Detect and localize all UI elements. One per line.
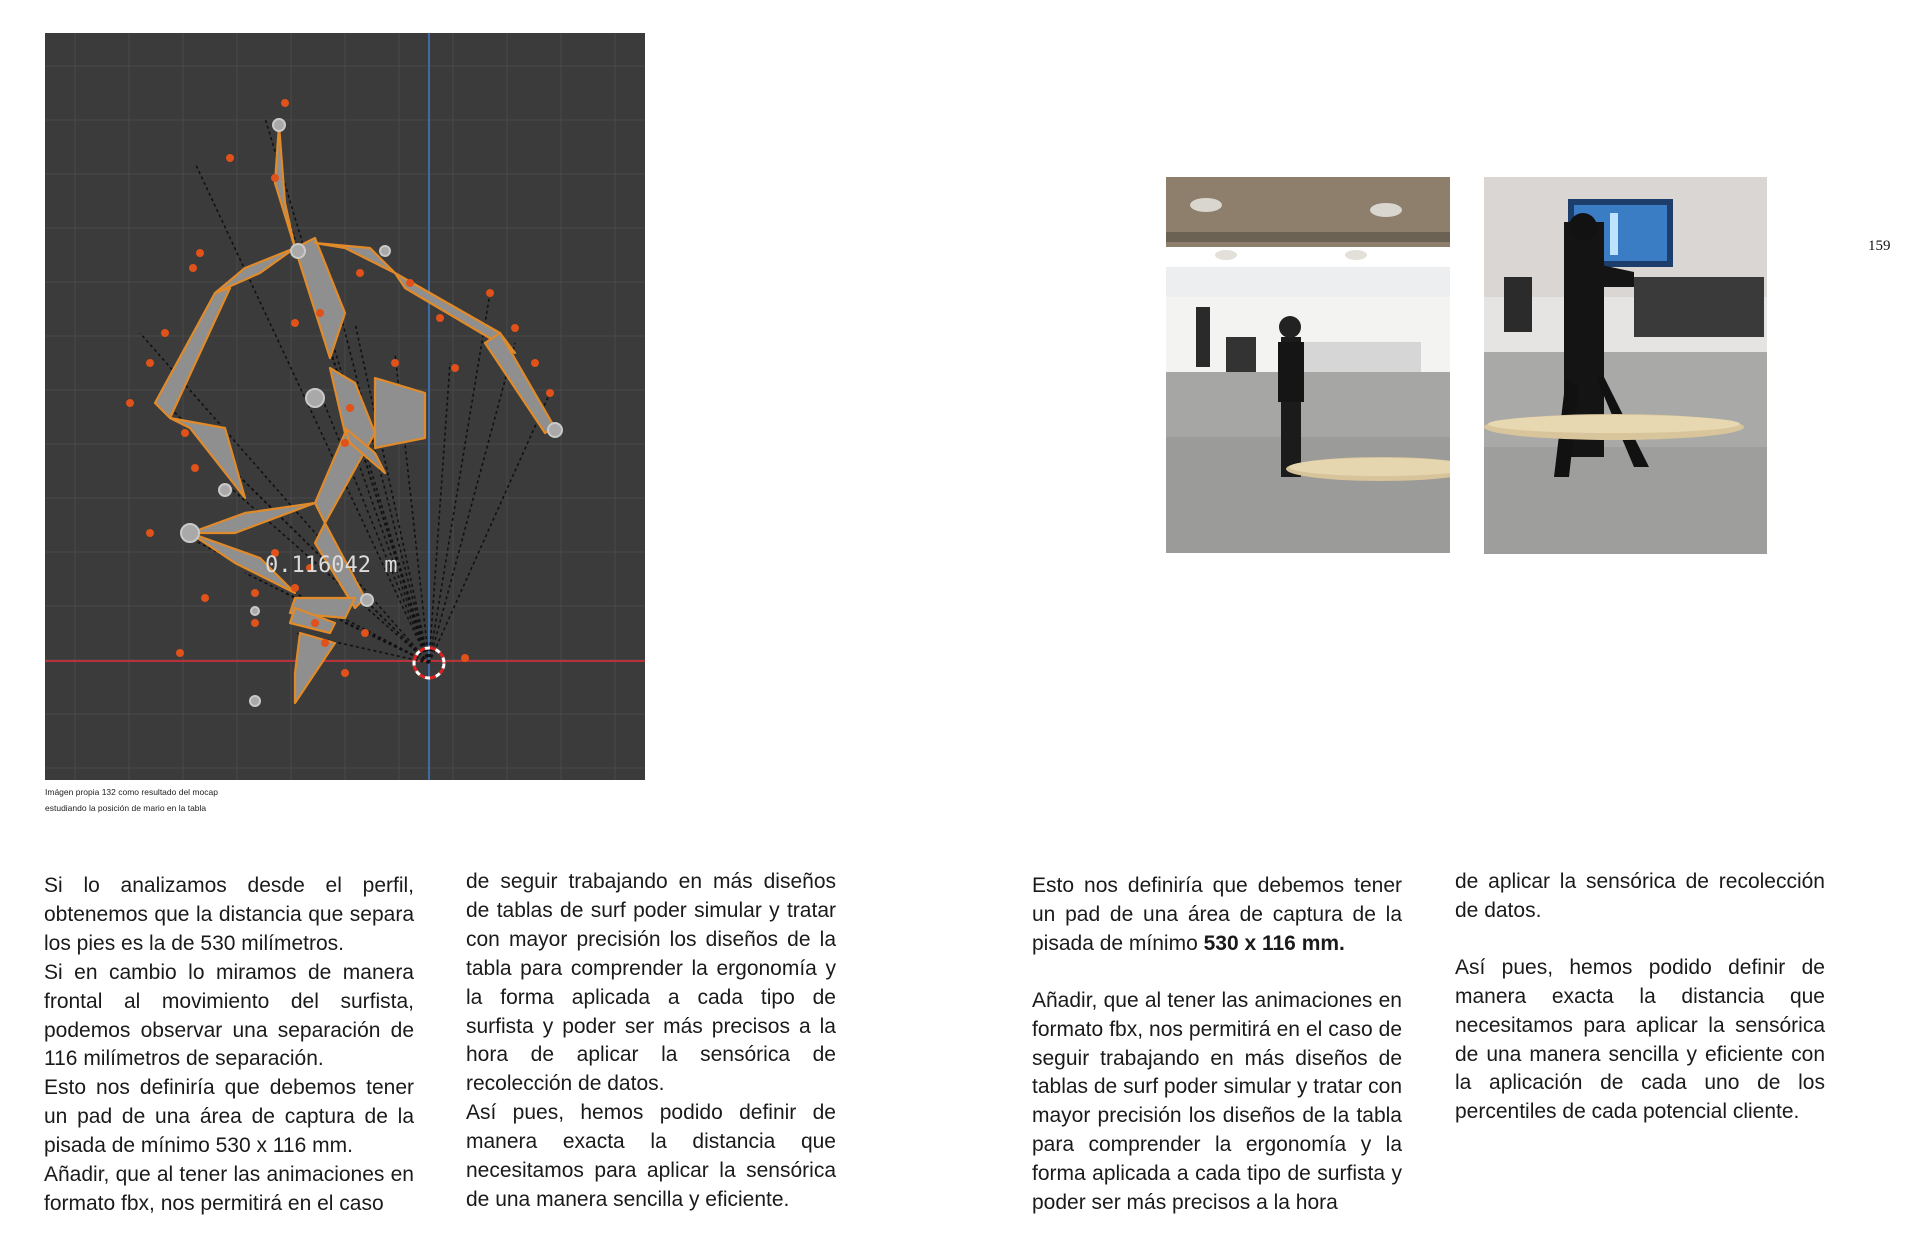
paragraph: Añadir, que al tener las animaciones en formato fbx, nos permitirá en el caso de seguir trabajando en más diseños de tablas de surf poder simular y tratar con mayor precisión los diseños de la tabla para comprender la ergonomía y la forma aplicada a cada tipo de surfista y poder ser más precisos a la hora [1032,988,1403,1215]
caption-line-1: Imágen propia 132 como resultado del mocap [45,787,218,797]
right-page-column-2 [1455,868,1825,1127]
text-span: Esto nos definiría que debemos tener un pad de una área de captura de la pisada de mínimo [1032,874,1402,955]
paragraph: Esto nos definiría que debemos tener un pad de una área de captura de la pisada de mínimo 530 x 116 mm. [44,1076,414,1158]
bold-dimension: 530 x 116 mm. [1203,931,1345,955]
paragraph: Añadir, que al tener las animaciones en formato fbx, nos permitirá en el caso [44,1163,414,1215]
paragraph: Si en cambio lo miramos de manera frontal al movimiento del surfista, podemos observar una separación de 116 milímetros de separación. [44,960,414,1071]
mocap-viewport-figure [45,33,645,780]
left-page-column-1 [44,872,414,1219]
paragraph: de aplicar la sensórica de recolección de datos. [1455,870,1825,922]
mocap-skeleton-drawing [45,33,645,780]
paragraph: de seguir trabajando en más diseños de tablas de surf poder simular y tratar con mayor precisión los diseños de la tabla para comprender la ergonomía y la forma aplicada a cada tipo de surfista y poder ser más precisos a la hora de aplicar la sensórica de recolección de datos. [466,870,836,1096]
right-page-column-1 [1032,872,1402,1218]
left-page-column-2 [466,868,836,1215]
paragraph [1032,872,1402,959]
photo-back-view [1484,177,1767,554]
figure-caption [45,784,218,816]
caption-line-2: estudiando la posición de mario en la tabla [45,803,207,813]
paragraph: Así pues, hemos podido definir de manera exacta la distancia que necesitamos para aplicar la sensórica de una manera sencilla y eficiente con la aplicación de cada uno de los percentiles de cada potencial cliente. [1455,955,1825,1124]
paragraph: Si lo analizamos desde el perfil, obtenemos que la distancia que separa los pies es la de 530 milímetros. [44,874,414,955]
measure-label: 0.116042 m [265,553,398,578]
paragraph: Así pues, hemos podido definir de manera exacta la distancia que necesitamos para aplicar la sensórica de una manera sencilla y eficiente. [466,1101,836,1211]
page-number: 159 [1868,238,1891,254]
armature-bones [155,125,555,703]
armature-joints [181,119,562,706]
photo-side-view [1166,177,1450,553]
